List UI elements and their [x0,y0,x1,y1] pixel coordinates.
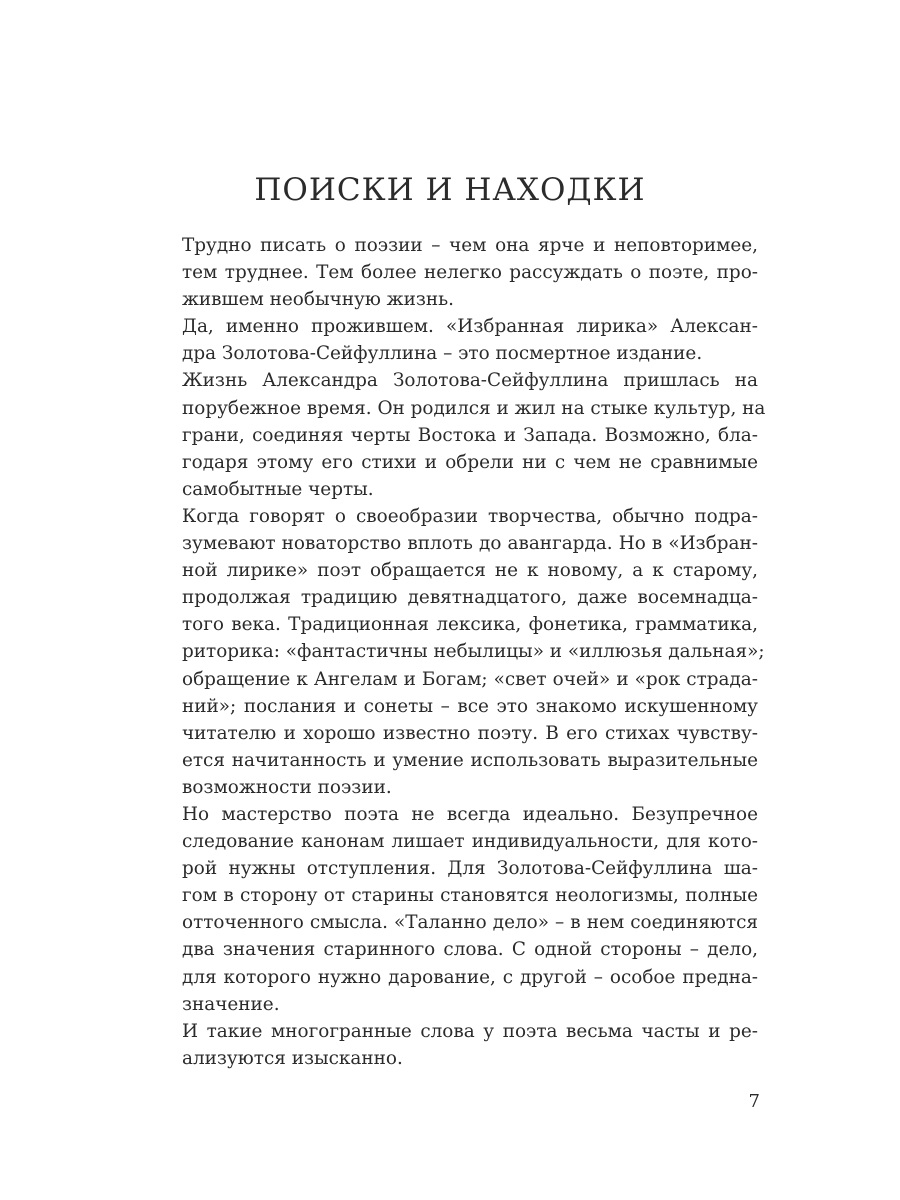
paragraph [152,232,758,313]
text-line: обращение к Ангелам и Богам; «свет очей» и «рок страда- [182,668,758,690]
text-line: порубежное время. Он родился и жил на стыке культур, на [182,397,766,419]
body-text [152,232,766,1072]
text-line: И такие многогранные слова у поэта весьма часты и ре- [182,1020,758,1042]
text-line: возможности поэзии. [182,776,392,798]
page-number: 7 [748,1091,760,1112]
text-line: Трудно писать о поэзии – чем она ярче и неповторимее, [182,235,758,256]
text-line: отточенного смысла. «Таланно дело» – в нем соединяются [182,912,758,934]
text-line: читателю и хорошо известно поэту. В его стихах чувству- [182,722,758,744]
text-line: ализуются изысканно. [182,1047,403,1069]
text-line: Когда говорят о своеобразии творчества, обычно подра- [182,505,758,527]
text-line: два значения старинного слова. С одной стороны – дело, [182,939,758,961]
text-line: самобытные черты. [182,478,374,500]
text-line: для которого нужно дарование, с другой – особое предна- [182,966,758,988]
text-line: продолжая традицию девятнадцатого, даже восемнадца- [182,587,758,609]
text-line: следование канонам лишает индивидуальности, для кото- [182,831,758,853]
paragraph [152,367,766,502]
paragraph [152,503,765,801]
text-line: риторика: «фантастичны небылицы» и «иллюзья дальная»; [182,641,765,663]
text-line: Жизнь Александра Золотова-Сейфуллина пришлась на [182,370,758,392]
paragraph [152,801,758,1018]
text-line: гом в сторону от старины становятся неологизмы, полные [182,885,758,907]
text-line: тем труднее. Тем более нелегко рассуждать о поэте, про- [182,262,758,284]
text-line: зумевают новаторство вплоть до авангарда. Но в «Избран- [182,533,758,555]
text-line: грани, соединяя черты Востока и Запада. Возможно, бла- [182,424,758,446]
text-line: рой нужны отступления. Для Золотова-Сейфуллина ша- [182,858,758,880]
text-line: ний»; послания и сонеты – все это знакомо искушенному [182,695,758,717]
paragraph [152,1018,758,1072]
text-line: Да, именно прожившем. «Избранная лирика» Алексан- [182,316,758,338]
text-line: ной лирике» поэт обращается не к новому, а к старому, [182,560,758,582]
paragraph [152,313,758,367]
text-line: ется начитанность и умение использовать выразительные [182,749,758,771]
text-line: жившем необычную жизнь. [182,289,454,311]
text-line: того века. Традиционная лексика, фонетика, грамматика, [182,614,758,636]
text-line: дра Золотова-Сейфуллина – это посмертное издание. [182,343,703,365]
text-line: значение. [182,993,280,1015]
text-line: Но мастерство поэта не всегда идеально. Безупречное [182,803,758,825]
chapter-title: ПОИСКИ И НАХОДКИ [254,172,646,208]
text-line: годаря этому его стихи и обрели ни с чем не сравнимые [182,451,758,473]
